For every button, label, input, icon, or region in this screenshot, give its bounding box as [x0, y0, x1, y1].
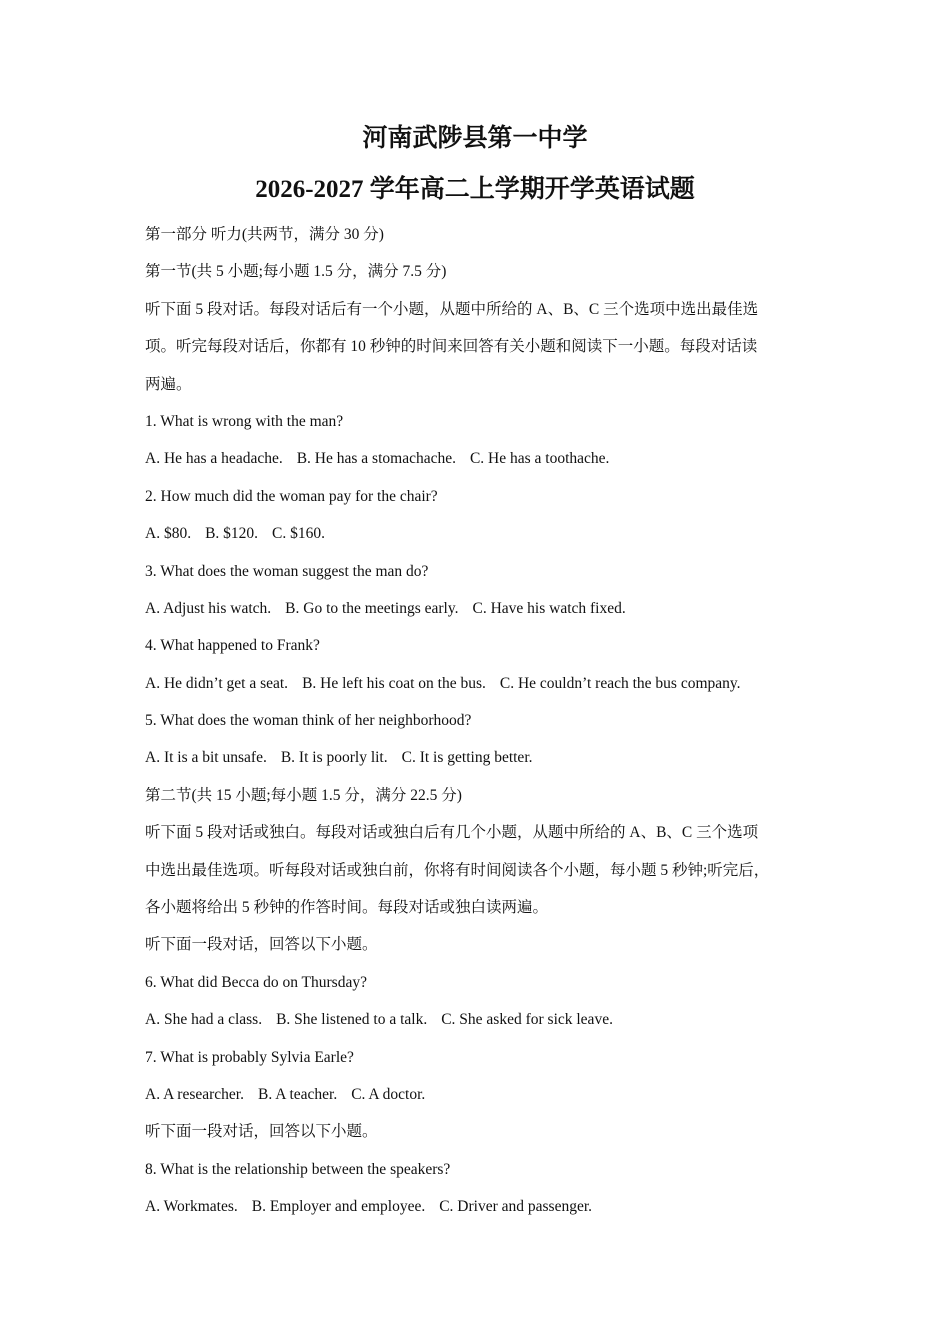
school-name: 河南武陟县第一中学 [362, 125, 588, 152]
question-5-options [145, 739, 820, 776]
option-c: C. He has a toothache. [469, 450, 610, 468]
section1-instructions-line-2: 项。听完每段对话后，你都有 10 秒钟的时间来回答有关小题和阅读下一小题。每段对话读 [145, 338, 758, 356]
section1-instructions-line-1: 听下面 5 段对话。每段对话后有一个小题，从题中所给的 A、B、C 三个选项中选出最佳选 [145, 300, 759, 318]
option-a: A. $80. [145, 525, 192, 543]
option-b: B. He has a stomachache. [296, 450, 456, 468]
question-1: 1. What is wrong with the man? [145, 412, 344, 430]
option-c: C. Driver and passenger. [439, 1198, 593, 1216]
question-8: 8. What is the relationship between the speakers? [145, 1160, 451, 1178]
question-2: 2. How much did the woman pay for the chair? [145, 487, 438, 505]
question-8-options [145, 1188, 820, 1225]
question-7-options [145, 1076, 820, 1113]
option-a: A. It is a bit unsafe. [145, 749, 267, 767]
question-4-options [145, 665, 820, 702]
option-c: C. Have his watch fixed. [472, 599, 626, 617]
question-2-options [145, 515, 820, 552]
option-a: A. Adjust his watch. [145, 599, 272, 617]
option-b: B. He left his coat on the bus. [302, 674, 486, 692]
option-c: C. A doctor. [351, 1085, 426, 1103]
option-c: C. She asked for sick leave. [441, 1011, 613, 1029]
section2-instructions-line-3: 各小题将给出 5 秒钟的作答时间。每段对话或独白读两遍。 [145, 899, 549, 917]
option-c: C. He couldn’t reach the bus company. [499, 674, 741, 692]
option-c: C. $160. [272, 525, 326, 543]
question-5: 5. What does the woman think of her neighborhood? [145, 712, 472, 730]
option-b: B. $120. [205, 525, 259, 543]
option-b: B. Go to the meetings early. [285, 599, 459, 617]
option-a: A. Workmates. [145, 1198, 238, 1216]
option-a: A. He didn’t get a seat. [145, 674, 289, 692]
question-3: 3. What does the woman suggest the man do? [145, 562, 429, 580]
option-b: B. A teacher. [258, 1085, 338, 1103]
question-4: 4. What happened to Frank? [145, 637, 320, 655]
question-6: 6. What did Becca do on Thursday? [145, 973, 367, 991]
option-b: B. She listened to a talk. [276, 1011, 428, 1029]
option-b: B. Employer and employee. [251, 1198, 426, 1216]
option-a: A. He has a headache. [145, 450, 283, 468]
option-c: C. It is getting better. [401, 749, 533, 767]
section2-instructions-line-1: 听下面 5 段对话或独白。每段对话或独白后有几个小题，从题中所给的 A、B、C 三个选项 [145, 824, 759, 842]
question-3-options [145, 590, 820, 627]
exam-title: 2026-2027 学年高二上学期开学英语试题 [255, 176, 695, 203]
question-1-options [145, 440, 820, 477]
section2-heading: 第二节(共 15 小题;每小题 1.5 分，满分 22.5 分) [145, 786, 462, 804]
section2-instructions-line-2: 中选出最佳选项。听每段对话或独白前，你将有时间阅读各个小题，每小题 5 秒钟;听完后， [145, 861, 770, 879]
exam-body [145, 216, 820, 1226]
option-a: A. A researcher. [145, 1085, 244, 1103]
dialogue-prompt: 听下面一段对话，回答以下小题。 [145, 936, 378, 954]
dialogue-prompt: 听下面一段对话，回答以下小题。 [145, 1123, 378, 1141]
section1-instructions-line-3: 两遍。 [145, 375, 192, 393]
section1-heading: 第一节(共 5 小题;每小题 1.5 分，满分 7.5 分) [145, 263, 447, 281]
question-6-options [145, 1001, 820, 1038]
part1-heading: 第一部分 听力(共两节，满分 30 分) [145, 226, 384, 243]
option-a: A. She had a class. [145, 1011, 263, 1029]
question-7: 7. What is probably Sylvia Earle? [145, 1048, 354, 1066]
option-b: B. It is poorly lit. [280, 749, 388, 767]
